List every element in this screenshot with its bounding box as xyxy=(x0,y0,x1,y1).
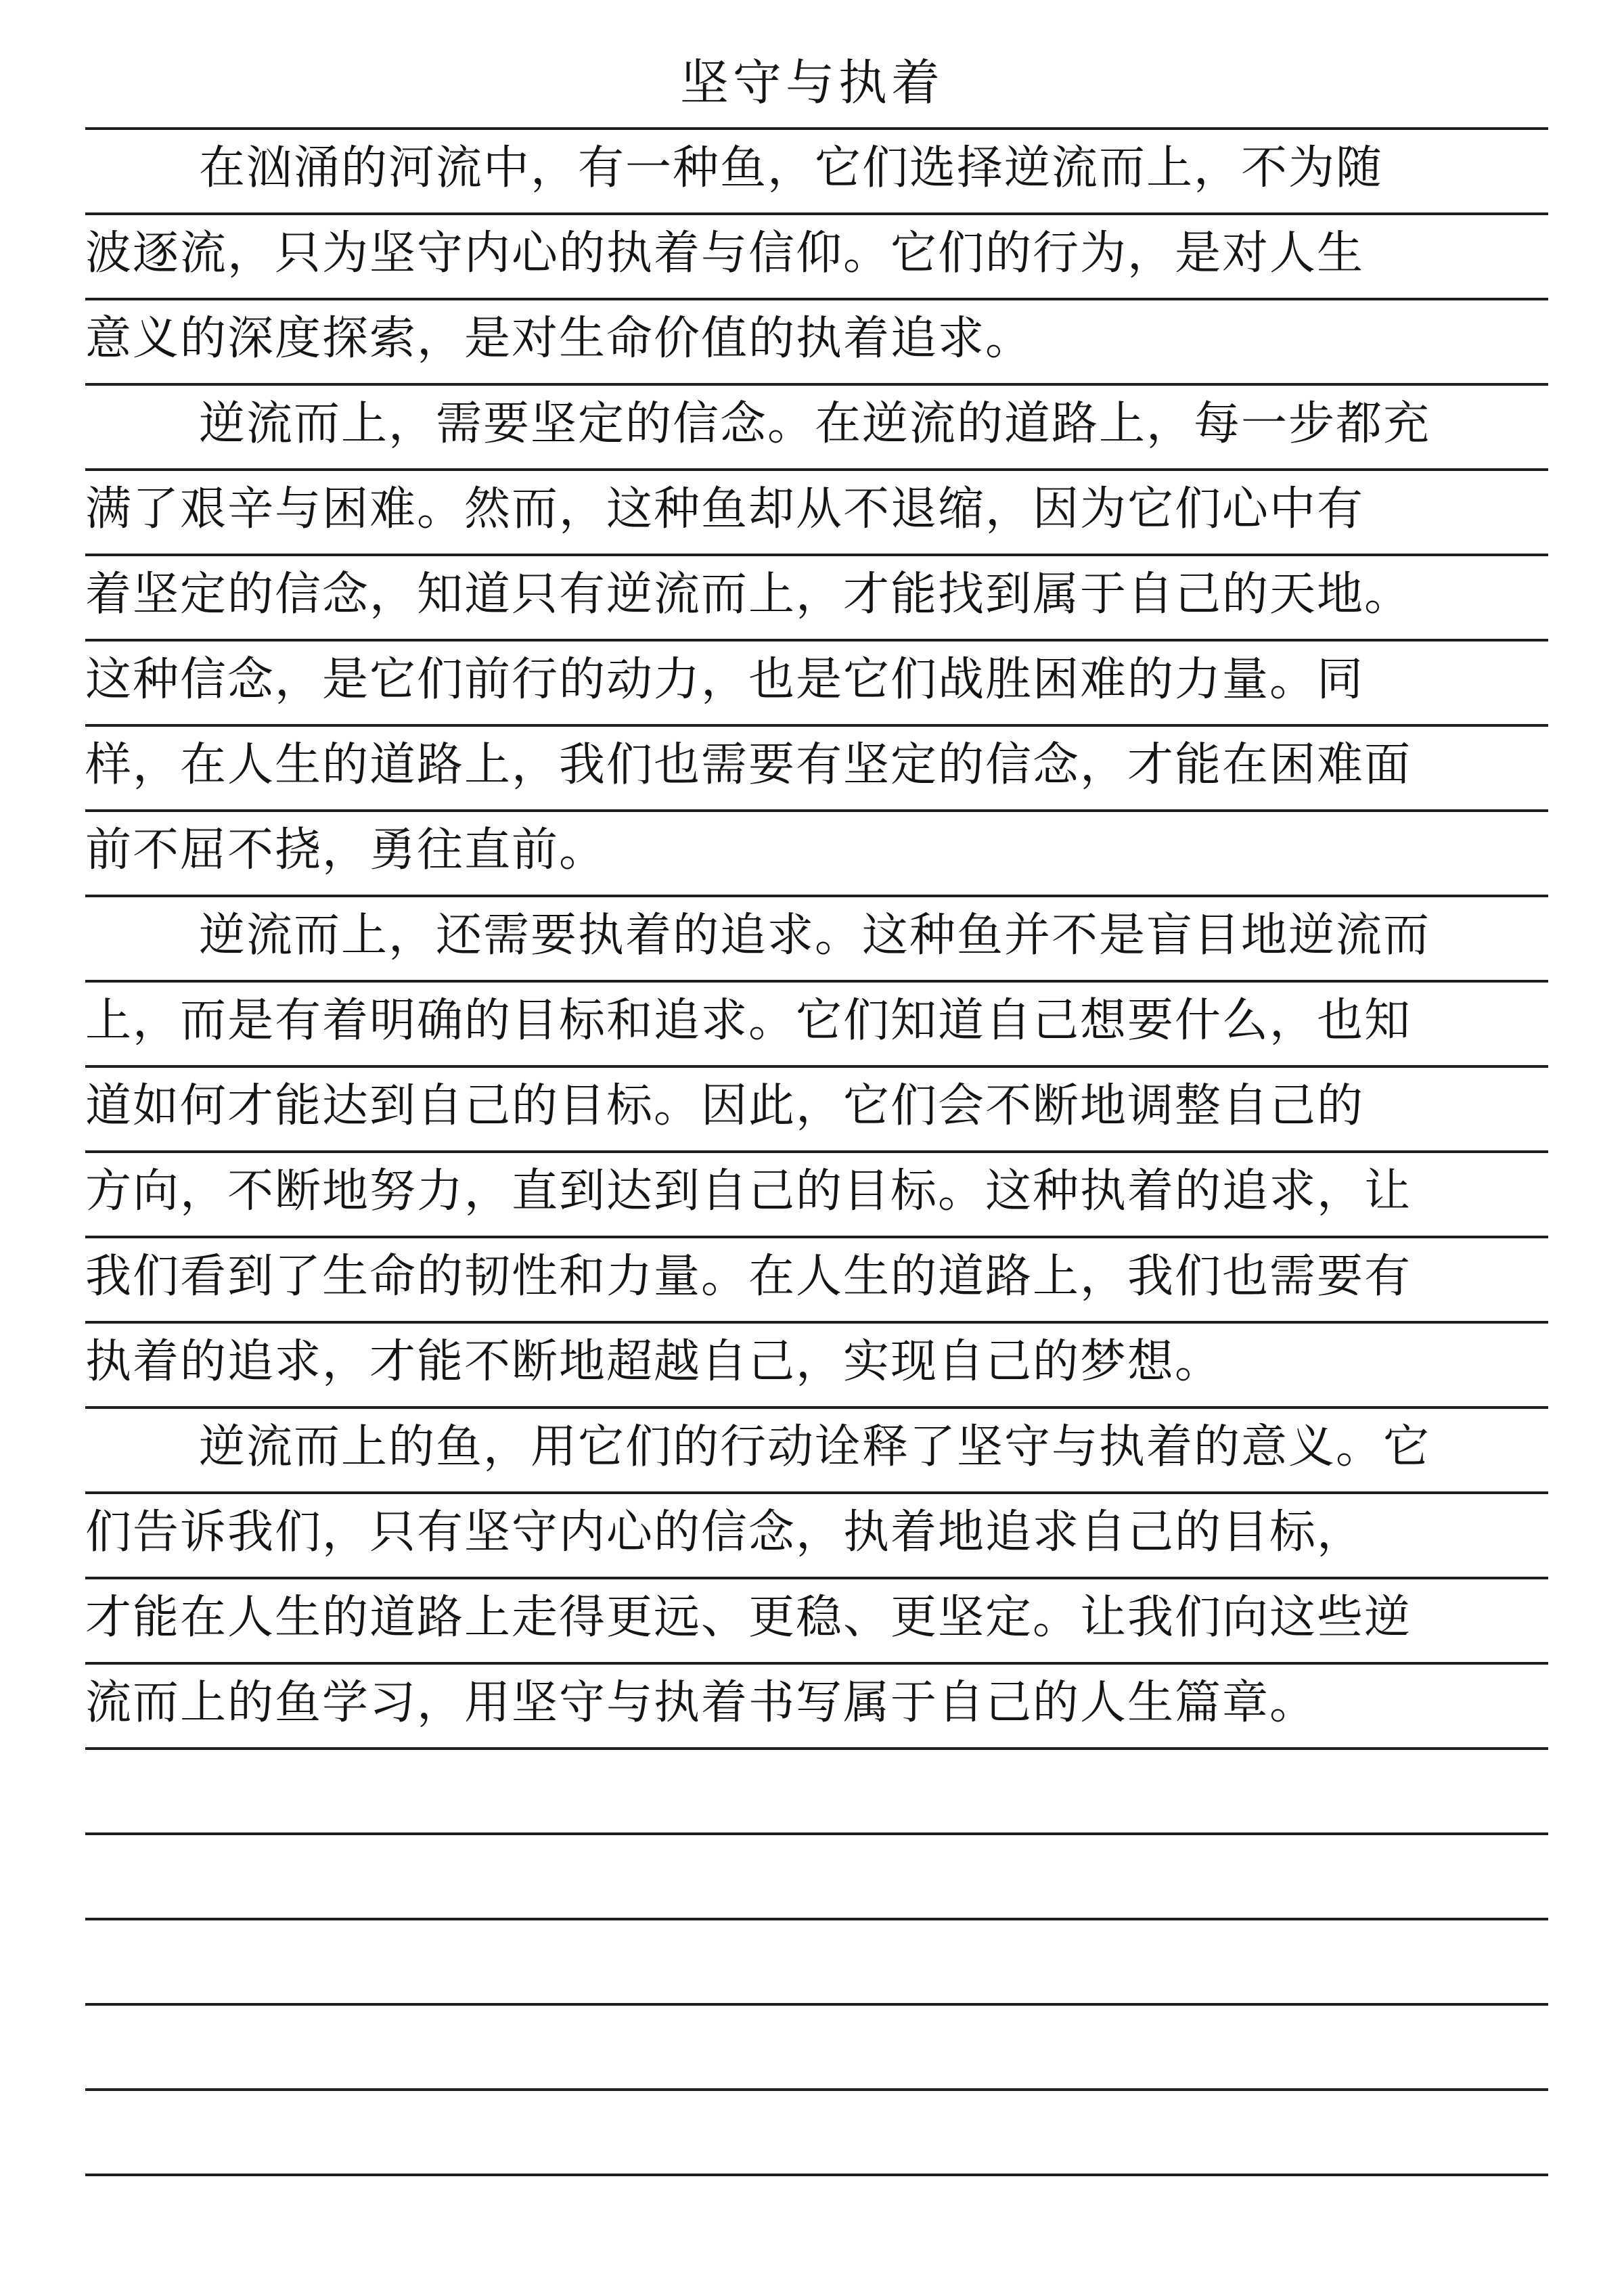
ruled-line xyxy=(85,639,1548,641)
ruled-line xyxy=(85,2003,1548,2006)
ruled-line xyxy=(85,127,1548,130)
ruled-line xyxy=(85,1321,1548,1324)
ruled-line xyxy=(85,2088,1548,2091)
ruled-line xyxy=(85,383,1548,386)
ruled-line xyxy=(85,1832,1548,1835)
text-line: 前不屈不挠，勇往直前。 xyxy=(85,824,607,877)
ruled-line xyxy=(85,1236,1548,1238)
ruled-line xyxy=(85,2174,1548,2176)
paragraph-first-line: 逆流而上，需要坚定的信念。在逆流的道路上，每一步都充 xyxy=(199,397,1431,451)
ruled-line xyxy=(85,554,1548,556)
essay-body xyxy=(85,0,1548,2296)
ruled-line xyxy=(85,298,1548,300)
ruled-line xyxy=(85,895,1548,897)
ruled-line xyxy=(85,980,1548,983)
text-line: 我们看到了生命的韧性和力量。在人生的道路上，我们也需要有 xyxy=(85,1250,1412,1303)
text-line: 们告诉我们，只有坚守内心的信念，执着地追求自己的目标， xyxy=(85,1506,1365,1559)
text-line: 波逐流，只为坚守内心的执着与信仰。它们的行为，是对人生 xyxy=(85,227,1365,280)
text-line: 这种信念，是它们前行的动力，也是它们战胜困难的力量。同 xyxy=(85,653,1365,706)
ruled-line xyxy=(85,809,1548,812)
ruled-line xyxy=(85,1406,1548,1409)
ruled-line xyxy=(85,1150,1548,1153)
text-line: 道如何才能达到自己的目标。因此，它们会不断地调整自己的 xyxy=(85,1079,1365,1133)
ruled-line xyxy=(85,1918,1548,1920)
ruled-line xyxy=(85,1662,1548,1665)
paragraph-first-line: 在汹涌的河流中，有一种鱼，它们选择逆流而上，不为随 xyxy=(199,141,1384,195)
ruled-line xyxy=(85,468,1548,471)
text-line: 才能在人生的道路上走得更远、更稳、更坚定。让我们向这些逆 xyxy=(85,1591,1412,1644)
ruled-line xyxy=(85,212,1548,215)
essay-title: 坚守与执着 xyxy=(679,54,944,111)
ruled-line xyxy=(85,1577,1548,1579)
ruled-line xyxy=(85,1747,1548,1750)
ruled-line xyxy=(85,1491,1548,1494)
text-line: 着坚定的信念，知道只有逆流而上，才能找到属于自己的天地。 xyxy=(85,568,1412,621)
text-line: 意义的深度探索，是对生命价值的执着追求。 xyxy=(85,312,1033,365)
paragraph-first-line: 逆流而上的鱼，用它们的行动诠释了坚守与执着的意义。它 xyxy=(199,1420,1431,1474)
ruled-line xyxy=(85,724,1548,727)
text-line: 流而上的鱼学习，用坚守与执着书写属于自己的人生篇章。 xyxy=(85,1676,1317,1730)
text-line: 方向，不断地努力，直到达到自己的目标。这种执着的追求，让 xyxy=(85,1165,1412,1218)
ruled-line xyxy=(85,1065,1548,1068)
text-line: 样，在人生的道路上，我们也需要有坚定的信念，才能在困难面 xyxy=(85,738,1412,792)
text-line: 满了艰辛与困难。然而，这种鱼却从不退缩，因为它们心中有 xyxy=(85,482,1365,536)
text-line: 上，而是有着明确的目标和追求。它们知道自己想要什么，也知 xyxy=(85,994,1412,1048)
paragraph-first-line: 逆流而上，还需要执着的追求。这种鱼并不是盲目地逆流而 xyxy=(199,909,1431,962)
text-line: 执着的追求，才能不断地超越自己，实现自己的梦想。 xyxy=(85,1335,1223,1389)
